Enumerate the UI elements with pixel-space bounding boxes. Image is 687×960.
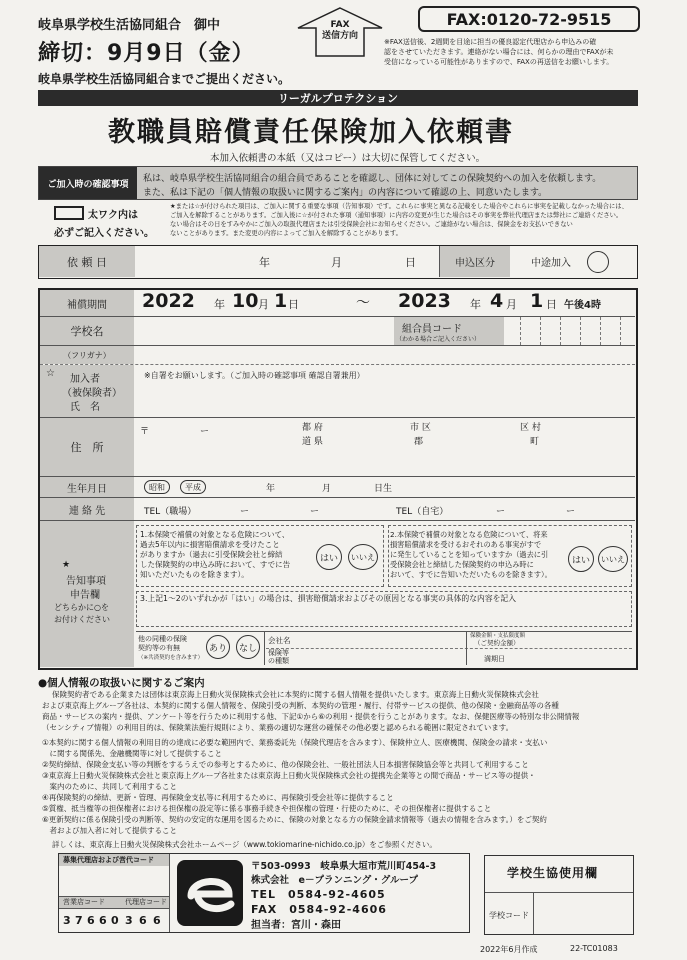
other-contract-label-2: 契約等の有無 — [138, 644, 180, 652]
agency-logo — [177, 860, 243, 926]
address-town-2: 町 — [530, 437, 540, 447]
birth-label: 生年月日 — [40, 477, 134, 497]
school-input[interactable] — [136, 319, 391, 343]
tel-work-dash-2: ー — [310, 507, 320, 517]
signature-note: ※自署をお願いします。（ご加入時の確認事項 確認自署兼用） — [144, 371, 365, 380]
era-heisei[interactable]: 平成 — [180, 480, 206, 494]
period-start-day: 1 — [274, 290, 288, 312]
period-end-year-unit: 年 — [470, 298, 481, 311]
agency-box — [58, 853, 470, 933]
birth-month-unit: 月 — [322, 484, 332, 494]
question-2-no[interactable]: いいえ — [598, 546, 628, 572]
expiry-label: 満期日 — [484, 655, 505, 663]
deadline-text: 締切：9月9日（金） — [38, 41, 255, 66]
birth-year-unit: 年 — [266, 484, 276, 494]
store-code-label: 営業店コード — [63, 898, 105, 906]
furigana-input[interactable] — [136, 347, 631, 363]
divider — [520, 317, 521, 345]
divider — [580, 317, 581, 345]
period-start-year: 2022 — [142, 290, 195, 312]
declaration-label-3: どちらかに○を — [54, 603, 109, 612]
privacy-line-1: 保険契約者である企業または団体は東京海上日動火災保険株式会社に本契約に関する個人情報を提供いたします。東京海上日動火災保険株式会社 — [52, 690, 539, 699]
address-pref-2: 道 県 — [302, 437, 323, 447]
declaration-label-4: お付けください — [54, 615, 110, 624]
privacy-line-6: に関する関係先、金融機関等に対して提供すること — [42, 749, 222, 758]
category-label: 申込区分 — [439, 246, 510, 277]
agency-tel: TEL 0584-92-4605 — [251, 888, 386, 901]
declaration-star-icon: ★ — [62, 560, 71, 570]
code-digit-1: 3 — [63, 914, 71, 927]
fax-direction-label: FAX 送信方向 — [321, 20, 358, 41]
request-date-row — [38, 245, 638, 279]
insurance-type-label-1: 保険等 — [268, 649, 289, 657]
tel-home-dash-2: ー — [566, 507, 576, 517]
question-1-yes[interactable]: はい — [316, 544, 342, 570]
question-1-line-3: がありますか（過去に引受保険会社と締結 — [140, 550, 283, 559]
period-end-year: 2023 — [398, 290, 451, 312]
code-digit-6: 3 — [125, 914, 133, 927]
divider — [533, 892, 534, 934]
divider — [600, 317, 601, 345]
question-3-input[interactable] — [140, 606, 628, 624]
period-end-month-unit: 月 — [506, 298, 517, 311]
address-city-2: 郡 — [414, 437, 424, 447]
period-end-day-unit: 日 — [546, 298, 557, 311]
code-digit-5: 0 — [111, 914, 119, 927]
period-start-month: 10 — [232, 290, 259, 312]
question-2-line-5: おいて、すでに告知いただいたものを除きます）。 — [390, 570, 552, 579]
privacy-line-3: 商品・サービスの案内・提供、アンケート等を行うために利用する他、下記①から⑥の利用・提供を行うことがあります。なお、保健医療等の特別な非公開情報 — [42, 712, 580, 721]
question-1-line-5: 知いただいたものを除きます）。 — [140, 570, 249, 579]
waku-note-2: 必ずご記入ください。 — [54, 228, 154, 239]
recipient-text: 岐阜県学校生活協同組合 御中 — [38, 18, 221, 33]
form-subtitle: 本加入依頼書の本紙（又はコピー）は大切に保管してください。 — [210, 153, 486, 164]
privacy-line-9: 案内のために、共同して利用すること — [42, 782, 177, 791]
question-1-line-4: した保険契約の申込み時において、すでに告 — [140, 560, 291, 569]
tel-work-label: TEL（職場） — [144, 507, 197, 517]
star-note-1: ★または☆が付けられた項目は、ご加入に関する重要な事項（告知事項）です。これらに事実と異なる記載をした場合やこれらに事実を記載しなかった場合には、 — [170, 203, 628, 210]
footer-code: 22-TC01083 — [570, 944, 618, 953]
confirm-section — [38, 166, 638, 200]
agency-fax: FAX 0584-92-4606 — [251, 903, 387, 916]
privacy-line-13: 者および加入者に対して提供すること — [42, 826, 177, 835]
member-code-label: 組合員コード — [402, 324, 462, 335]
divider — [466, 631, 467, 665]
question-1-no[interactable]: いいえ — [348, 544, 378, 570]
confirm-line-1: 私は、岐阜県学校生活協同組合の組合員であることを確認し、団体に対してこの保険契約への加入を依頼します。 — [143, 174, 602, 184]
name-label-1: 加入者 — [70, 374, 100, 385]
school-code-label: 学校コード — [489, 911, 529, 920]
tel-work-dash-1: ー — [240, 507, 250, 517]
code-digit-3: 6 — [87, 914, 95, 927]
divider — [169, 854, 170, 932]
address-label: 住 所 — [40, 418, 134, 476]
privacy-line-7: ②契約締結、保険金支払い等の判断をするうえでの参考とするために、他の保険会社、一般社団法人日本損害保険協会等と共同して利用すること — [42, 760, 529, 769]
coop-use-box — [484, 855, 634, 935]
privacy-line-2: および東京海上グループ各社は、本契約に関する個人情報を、保険引受の判断、本契約の管理・履行、付帯サービスの提供、他の保険・金融商品等の各種 — [42, 701, 559, 710]
question-2-yes[interactable]: はい — [568, 546, 594, 572]
postal-mark: 〒 — [140, 427, 150, 437]
fax-number: FAX:0120-72-9515 — [418, 6, 640, 32]
address-town-1: 区 村 — [520, 423, 541, 433]
question-3-text: 3.上記1〜2のいずれかが「はい」の場合は、損害賠償請求およびその原因となる事実の具体的な内容を記入 — [140, 594, 517, 603]
declaration-label-1: 告知事項 — [66, 576, 106, 587]
other-contract-label-3: （※共済契約を含みます） — [138, 655, 204, 661]
other-contract-no[interactable]: なし — [236, 635, 260, 659]
code-digit-8: 6 — [153, 914, 161, 927]
question-1-line-2: 過去5年以内に損害賠償請求を受けたこと — [140, 540, 280, 549]
period-start-year-unit: 年 — [214, 298, 225, 311]
period-end-time: 午後4時 — [564, 300, 601, 311]
question-1-line-1: 1.本保険で補償の対象となる危険について、 — [140, 530, 290, 539]
name-label-2: （被保険者） — [62, 388, 122, 399]
birth-day-unit: 日生 — [374, 484, 393, 494]
name-label-3: 氏 名 — [70, 402, 100, 413]
star-note-4: ないことがあります。また変更の内容によってご加入を解除することがあります。 — [170, 230, 402, 237]
member-code-note: （わかる場合ご記入ください） — [396, 336, 481, 343]
question-2-line-3: に発生していることを知っていますか（過去に引 — [390, 550, 549, 559]
confirm-line-2: また、私は下記の「個人情報の取扱いに関するご案内」の内容について確認の上、同意いたします。 — [143, 188, 548, 198]
divider — [266, 648, 632, 649]
fax-notice-1: ※FAX送信後、2週間を目途に担当の優良認定代理店から申込みの確 — [384, 38, 597, 46]
company-label: 会社名 — [268, 636, 291, 645]
category-value: 中途加入 — [531, 258, 571, 269]
request-date-day-unit: 日 — [405, 256, 416, 269]
divider — [485, 892, 633, 893]
agency-postal: 〒503-0993 岐阜県大垣市荒川町454-3 — [251, 861, 437, 872]
footer-created: 2022年6月作成 — [480, 945, 538, 954]
name-input[interactable] — [136, 382, 631, 414]
address-input[interactable] — [136, 448, 631, 474]
tel-home-label: TEL（自宅） — [396, 507, 449, 517]
fax-notice-3: 受信になっている可能性がありますので、FAXの再送信をお願いします。 — [384, 58, 614, 66]
fax-notice-2: 認をさせていただきます。連絡がない場合には、何らかの理由でFAXが未 — [384, 48, 614, 56]
tel-home-dash-1: ー — [496, 507, 506, 517]
other-contract-yes[interactable]: あり — [206, 635, 230, 659]
period-start-month-unit: 月 — [258, 298, 269, 311]
era-showa[interactable]: 昭和 — [144, 480, 170, 494]
period-tilde: 〜 — [356, 295, 370, 311]
code-digit-7: 6 — [139, 914, 147, 927]
star-note-3: ない場合はその日をすみやかにご加入の取扱代理店または引受保険会社にお知らせください。ご連絡がない場合は、保険金をお支払いできない — [170, 221, 573, 228]
privacy-footer: 詳しくは、東京海上日動火災保険株式会社ホームページ（www.tokiomarine-nichido.co.jp）をご参照ください。 — [52, 840, 437, 849]
title-band: リーガルプロテクション — [38, 90, 638, 106]
thick-frame-sample — [54, 206, 84, 220]
declaration-label-2: 申告欄 — [70, 590, 100, 601]
coop-use-title: 学校生協使用欄 — [507, 866, 599, 880]
question-2-line-2: 損害賠償請求を受けるおそれのある事実がすで — [390, 540, 542, 549]
category-check-circle[interactable] — [587, 251, 609, 273]
confirm-label: ご加入時の確認事項 — [39, 167, 137, 199]
period-end-month: 4 — [490, 290, 504, 312]
insurance-type-label-2: の種類 — [268, 657, 289, 665]
agency-company: 株式会社 e－プランニング・グループ — [251, 875, 418, 886]
e-logo-icon — [177, 860, 243, 926]
period-end-day: 1 — [530, 290, 544, 312]
submit-note: 岐阜県学校生活協同組合までご提出ください。 — [38, 72, 291, 86]
furigana-label: （フリガナ） — [40, 346, 134, 364]
contact-label: 連 絡 先 — [40, 498, 134, 520]
code-digit-4: 6 — [99, 914, 107, 927]
form-title: 教職員賠償責任保険加入依頼書 — [108, 117, 514, 148]
waku-note-1: 太ワク内は — [88, 210, 138, 221]
main-form-frame — [38, 288, 638, 670]
privacy-line-5: ①本契約に関する個人情報の利用目的の達成に必要な範囲内で、業務委託先（保険代理店を含みます）、保険仲立人、医療機関、保険金の請求・支払い — [42, 738, 548, 747]
agent-code-label: 代理店コード — [125, 898, 167, 906]
code-digits-row — [59, 908, 169, 933]
question-2-line-4: 受保険会社と締結した保険契約の申込み時に — [390, 560, 534, 569]
privacy-heading: ●個人情報の取扱いに関するご案内 — [38, 677, 205, 689]
amount-label-1: 保険金額・支払限度額 — [470, 633, 526, 639]
divider — [560, 317, 561, 345]
divider — [264, 631, 265, 665]
name-star-icon: ☆ — [46, 368, 55, 379]
privacy-line-11: ⑤質権、抵当権等の担保権者における担保権の設定等に係る事務手続きや担保権の管理・行使のために、その担保権者に提供すること — [42, 804, 492, 813]
privacy-line-8: ③東京海上日動火災保険株式会社と東京海上グループ各社または東京海上日動火災保険株式会社の提携先企業等との間で商品・サービス等の提供・ — [42, 771, 536, 780]
request-date-month-unit: 月 — [331, 256, 342, 269]
request-date-label: 依 頼 日 — [39, 246, 135, 277]
privacy-line-12: ⑥更新契約に係る保険引受の判断等、契約の安定的な運用を図るために、保険の対象となる方の保険金請求情報等（過去の情報を含みます。）をご契約 — [42, 815, 547, 824]
question-2-line-1: 2.本保険で補償の対象となる危険について、将来 — [390, 530, 548, 539]
agency-title: 募集代理店および営代コード — [63, 856, 154, 864]
request-date-year-unit: 年 — [259, 256, 270, 269]
code-digit-2: 7 — [75, 914, 83, 927]
address-city-1: 市 区 — [410, 423, 431, 433]
divider — [540, 317, 541, 345]
privacy-line-4: （センシティブ情報）の利用目的は、保険業法施行規則により、業務の適切な運営の確保その他必要と認められる範囲に限定されています。 — [42, 723, 514, 732]
postal-dash: ー — [200, 427, 210, 437]
period-label: 補償期間 — [40, 290, 134, 316]
other-contract-label-1: 他の同種の保険 — [138, 635, 187, 643]
privacy-line-10: ④再保険契約の締結、更新・管理、再保険金支払等に利用するために、再保険引受会社等に提供すること — [42, 793, 394, 802]
agency-staff: 担当者：宮川・森田 — [251, 920, 341, 931]
divider — [620, 317, 621, 345]
period-start-day-unit: 日 — [288, 298, 299, 311]
amount-label-2: （ご契約金額） — [474, 639, 520, 647]
school-label: 学校名 — [40, 317, 134, 345]
address-pref-1: 都 府 — [302, 423, 323, 433]
star-note-2: ご加入を解除することがあります。ご加入後に☆が付された事項（通知事項）に内容の変更が生じた場合はその事実を弊社代理店または弊社にご連絡ください。 — [170, 212, 623, 219]
